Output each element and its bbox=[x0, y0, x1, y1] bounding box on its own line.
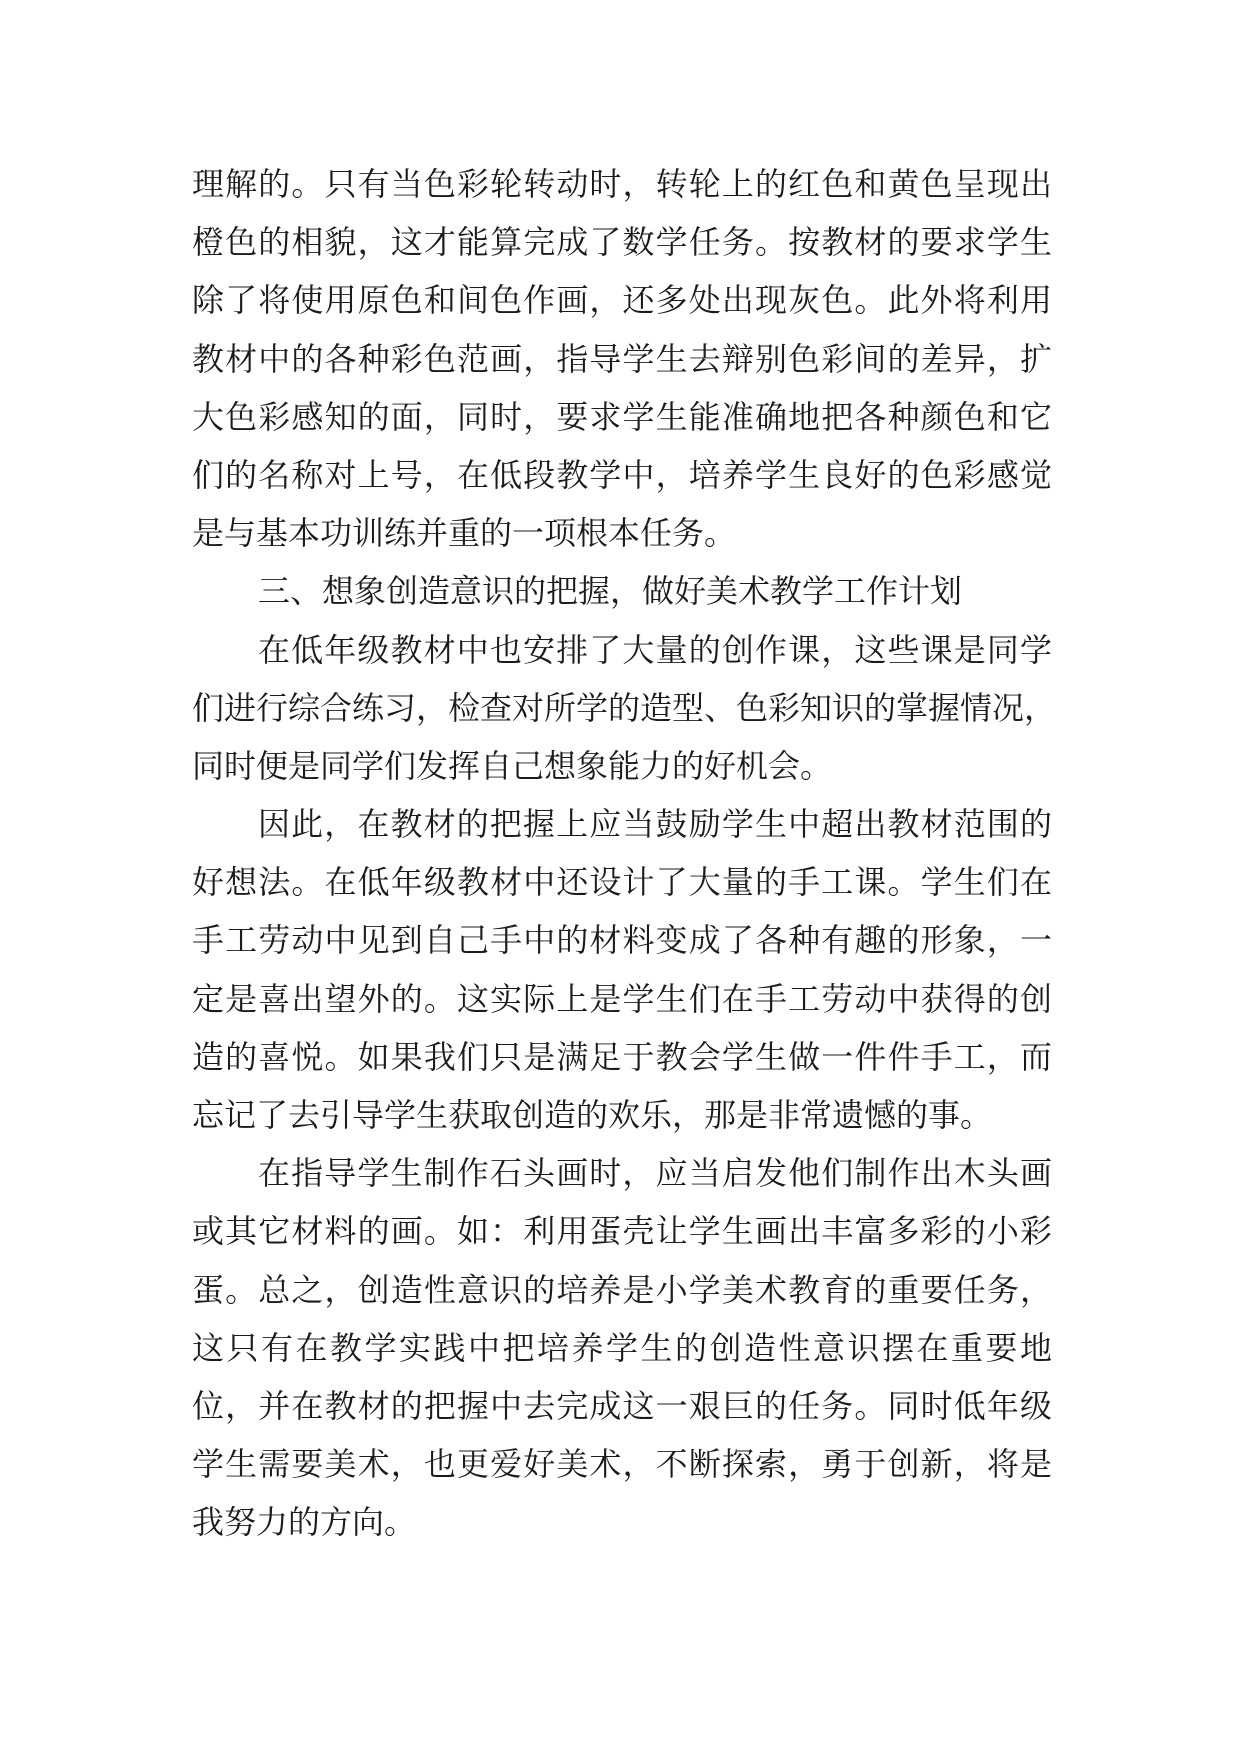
text-line: 我努力的方向。 bbox=[192, 1503, 417, 1542]
text-line: 同时便是同学们发挥自己想象能力的好机会。 bbox=[192, 746, 833, 785]
text-line: 在低年级教材中也安排了大量的创作课，这些课是同学 bbox=[258, 630, 1052, 669]
text-line: 定是喜出望外的。这实际上是学生们在手工劳动中获得的创 bbox=[192, 979, 1052, 1018]
text-line: 除了将使用原色和间色作画，还多处出现灰色。此外将利用 bbox=[192, 281, 1052, 320]
text-line: 造的喜悦。如果我们只是满足于教会学生做一件件手工，而 bbox=[192, 1037, 1052, 1076]
paragraph-stone-painting bbox=[192, 1144, 1052, 1551]
text-line: 橙色的相貌，这才能算完成了数学任务。按教材的要求学生 bbox=[192, 223, 1052, 262]
text-line: 这只有在教学实践中把培养学生的创造性意识摆在重要地 bbox=[192, 1328, 1052, 1367]
text-line: 们的名称对上号，在低段教学中，培养学生良好的色彩感觉 bbox=[192, 455, 1052, 494]
text-line: 蛋。总之，创造性意识的培养是小学美术教育的重要任务， bbox=[192, 1270, 1052, 1309]
text-line: 或其它材料的画。如：利用蛋壳让学生画出丰富多彩的小彩 bbox=[192, 1212, 1052, 1251]
continued-paragraph bbox=[192, 155, 1052, 562]
paragraph-creative-lessons bbox=[192, 621, 1057, 796]
section-heading bbox=[192, 562, 1052, 620]
text-line: 学生需要美术，也更爱好美术，不断探索，勇于创新，将是 bbox=[192, 1445, 1052, 1484]
text-line: 教材中的各种彩色范画，指导学生去辩别色彩间的差异，扩 bbox=[192, 339, 1052, 378]
text-line: 好想法。在低年级教材中还设计了大量的手工课。学生们在 bbox=[192, 863, 1052, 902]
section-heading-text: 三、想象创造意识的把握，做好美术教学工作计划 bbox=[258, 572, 963, 611]
text-line: 理解的。只有当色彩轮转动时，转轮上的红色和黄色呈现出 bbox=[192, 165, 1052, 203]
text-line: 在指导学生制作石头画时，应当启发他们制作出木头画 bbox=[258, 1154, 1052, 1193]
text-line: 们进行综合练习，检查对所学的造型、色彩知识的掌握情况， bbox=[192, 688, 1057, 727]
paragraph-handicraft bbox=[192, 795, 1052, 1144]
text-line: 因此，在教材的把握上应当鼓励学生中超出教材范围的 bbox=[258, 805, 1052, 844]
text-line: 忘记了去引导学生获取创造的欢乐，那是非常遗憾的事。 bbox=[192, 1096, 993, 1134]
text-line: 手工劳动中见到自己手中的材料变成了各种有趣的形象，一 bbox=[192, 921, 1052, 960]
text-line: 位，并在教材的把握中去完成这一艰巨的任务。同时低年级 bbox=[192, 1386, 1052, 1425]
document-body bbox=[192, 155, 1057, 1552]
text-line: 是与基本功训练并重的一项根本任务。 bbox=[192, 514, 737, 553]
text-line: 大色彩感知的面，同时，要求学生能准确地把各种颜色和它 bbox=[192, 397, 1052, 436]
